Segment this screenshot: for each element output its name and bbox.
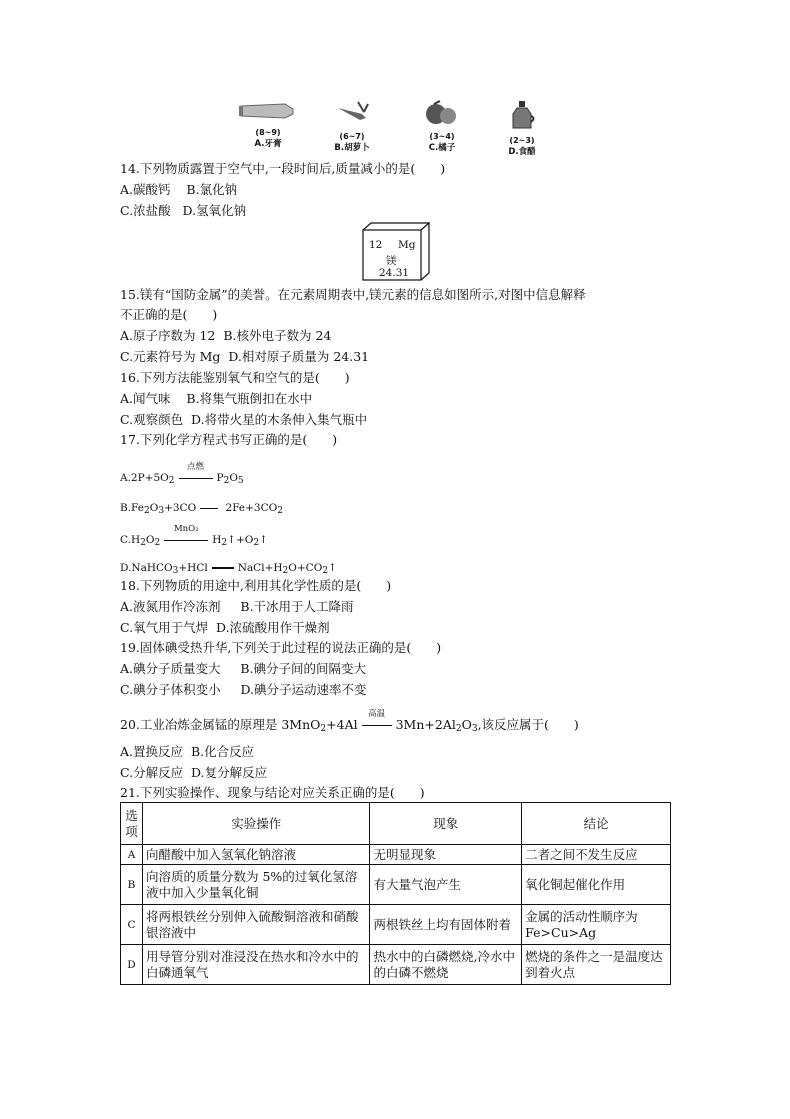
option: D.氢氧化钠 [182,203,247,218]
q19-stem: 19.固体碘受热升华,下列关于此过程的说法正确的是( ) [120,640,442,655]
option: B.干冰用于人工降雨 [240,599,354,614]
q21-stem: 21.下列实验操作、现象与结论对应关系正确的是( ) [120,785,425,800]
q15-options-row1 [120,328,331,344]
q20-stem-post: ,该反应属于( ) [477,717,579,732]
option: A.原子序数为 12 [120,328,216,343]
table-row [121,865,671,905]
q14-options-row1 [120,182,237,198]
q17-stem: 17.下列化学方程式书写正确的是( ) [120,432,338,447]
option: B.碘分子间的间隔变大 [240,661,367,676]
table-header-row [121,803,671,845]
row-phenomenon: 两根铁丝上均有固体附着 [370,905,522,945]
q18-options-row1 [120,599,354,615]
q14-stem: 14.下列物质露置于空气中,一段时间后,质量减小的是( ) [120,161,446,176]
figure-orange [402,100,482,153]
toothpaste-icon [237,100,299,122]
reaction-condition: 高温 [368,709,386,719]
row-conclusion: 二者之间不发生反应 [522,845,671,865]
ph-value: (2~3) [509,136,535,145]
q17-option-a: A.2P+5O2 点燃 P2O5 [120,470,244,489]
option: A.闻气味 [120,391,171,406]
header-phenomenon: 现象 [370,803,522,845]
q17-option-b: B.Fe2O3+3CO 2Fe+3CO2 [120,502,283,516]
row-option: C [121,905,143,945]
table-row [121,945,671,985]
figure-toothpaste [228,100,308,149]
q19-options-row1 [120,661,366,677]
q21-table [120,802,671,985]
q16-options-row1 [120,391,312,407]
table-row [121,905,671,945]
orange-icon [422,100,462,126]
q17-option-c: C.H2O2 MnO₂ H2↑+O2↑ [120,532,268,551]
option: C.浓盐酸 [120,203,171,218]
option: C.观察颜色 [120,412,184,427]
figure-label: B.胡萝卜 [334,143,370,153]
magnesium-element-card [362,222,432,282]
row-phenomenon: 无明显现象 [370,845,522,865]
option: B.氯化钠 [186,182,238,197]
q20-stem-pre: 20.工业冶炼金属锰的原理是 3MnO [120,717,321,732]
row-phenomenon: 热水中的白磷燃烧,冷水中的白磷不燃烧 [370,945,522,985]
option: A.置换反应 [120,744,184,759]
q15-stem-line1: 15.镁有“国防金属”的美誉。在元素周期表中,镁元素的信息如图所示,对图中信息解释 [120,287,586,302]
row-phenomenon: 有大量气泡产生 [370,865,522,905]
q16-options-row2 [120,412,367,428]
carrot-icon [332,100,372,126]
q18-options-row2 [120,620,330,636]
atomic-number: 12 [369,239,383,251]
option: D.相对原子质量为 24.31 [228,349,370,364]
q19-options-row2 [120,682,367,698]
q17-option-d: D.NaHCO3+HCl NaCl+H2O+CO2↑ [120,562,337,576]
element-name: 镁 [386,255,397,267]
reaction-condition: MnO₂ [173,524,199,534]
option: C.元素符号为 Mg [120,349,221,364]
row-option: B [121,865,143,905]
row-operation: 向溶质的质量分数为 5%的过氧化氢溶液中加入少量氧化铜 [142,865,369,905]
header-conclusion: 结论 [522,803,671,845]
option: C.碘分子体积变小 [120,682,221,697]
ph-value: (3~4) [429,132,455,141]
option: D.将带火星的木条伸入集气瓶中 [191,412,368,427]
table-row [121,845,671,865]
q18-stem: 18.下列物质的用途中,利用其化学性质的是( ) [120,578,392,593]
option: D.复分解反应 [191,765,268,780]
option: A.碘分子质量变大 [120,661,221,676]
header-option: 选项 [121,803,143,845]
row-operation: 向醋酸中加入氢氧化钠溶液 [142,845,369,865]
element-symbol: Mg [398,239,416,251]
option: B.化合反应 [190,744,255,759]
row-option: D [121,945,143,985]
option: C.氧气用于气焊 [120,620,209,635]
option: B.核外电子数为 24 [223,328,332,343]
q15-stem-line2: 不正确的是( ) [120,307,218,322]
row-option: A [121,845,143,865]
option: D.浓硫酸用作干燥剂 [216,620,330,635]
vinegar-bottle-icon [507,100,537,130]
figure-label: A.牙膏 [254,139,282,149]
q20-options-row2 [120,765,267,781]
header-operation: 实验操作 [142,803,369,845]
reaction-condition: 点燃 [186,462,204,472]
row-operation: 用导管分别对准浸没在热水和冷水中的白磷通氧气 [142,945,369,985]
option: B.将集气瓶倒扣在水中 [186,391,313,406]
q15-options-row2 [120,349,369,365]
row-conclusion: 金属的活动性顺序为 Fe>Cu>Ag [522,905,671,945]
figure-label: D.食醋 [508,147,536,157]
figure-vinegar [482,100,562,157]
option: D.碘分子运动速率不变 [240,682,367,697]
atomic-mass: 24.31 [379,267,410,279]
figure-carrot [312,100,392,153]
option: A.液氮用作冷冻剂 [120,599,221,614]
figure-label: C.橘子 [428,143,456,153]
q20-stem: 20.工业冶炼金属锰的原理是 3MnO$_2$+4Al 高温 $3Mn+2Al_2O_3$,该反应属于( ) [120,717,579,737]
q16-stem: 16.下列方法能鉴别氧气和空气的是( ) [120,370,350,385]
row-operation: 将两根铁丝分别伸入硫酸铜溶液和硝酸银溶液中 [142,905,369,945]
option: A.碳酸钙 [120,182,171,197]
q20-options-row1 [120,744,254,760]
option: C.分解反应 [120,765,184,780]
q14-options-row2 [120,203,246,219]
row-conclusion: 氧化铜起催化作用 [522,865,671,905]
ph-value: (6~7) [339,132,365,141]
row-conclusion: 燃烧的条件之一是温度达到着火点 [522,945,671,985]
ph-value: (8~9) [255,128,281,137]
